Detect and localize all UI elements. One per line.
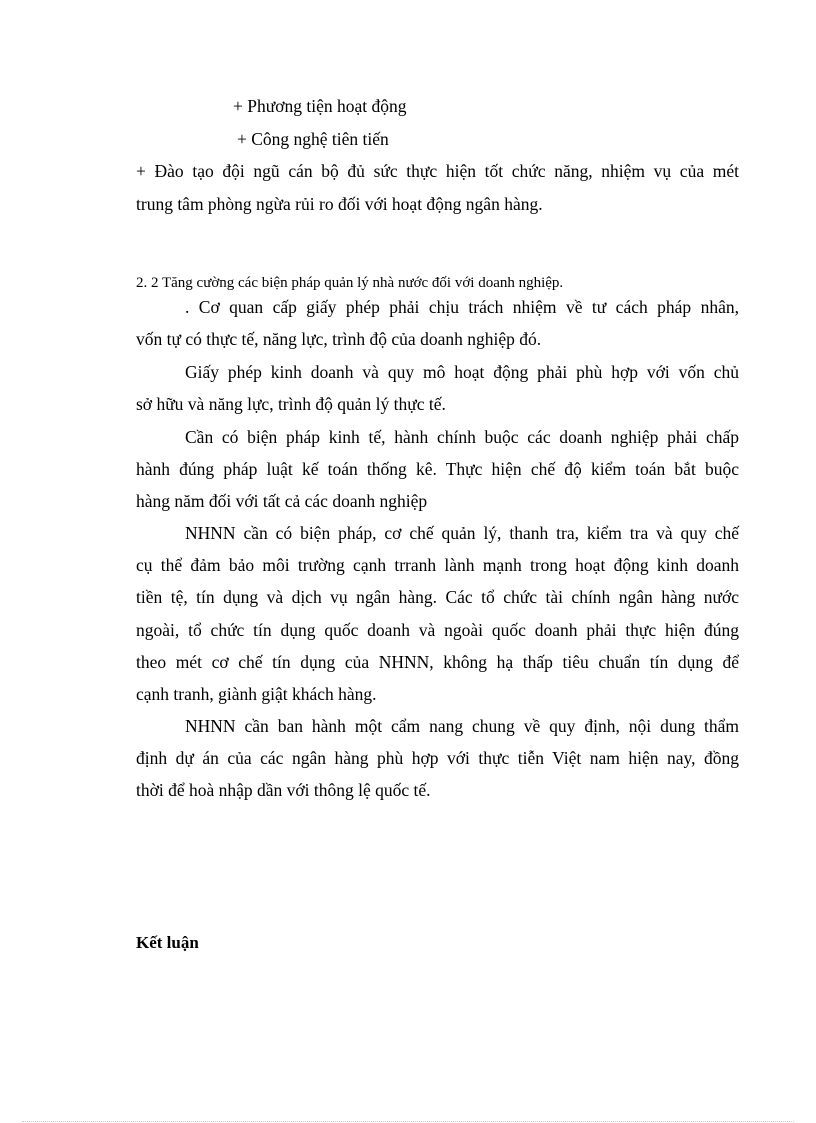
paragraph-handbook-line: định dự án của các ngân hàng phù hợp với thực tiễn Việt nam hiện nay, đồng [136,748,739,768]
paragraph-nhnn-regulation-line: theo mét cơ chế tín dụng của NHNN, không hạ thấp tiêu chuẩn tín dụng để [136,652,739,672]
paragraph-measures-line: hành đúng pháp luật kế toán thống kê. Thực hiện chế độ kiểm toán bắt buộc [136,459,739,479]
conclusion-heading: Kết luận [136,933,199,952]
paragraph-nhnn-regulation-line: NHNN cần có biện pháp, cơ chế quản lý, thanh tra, kiểm tra và quy chế [185,523,739,543]
bullet-item-training-cont: trung tâm phòng ngừa rủi ro đối với hoạt động ngân hàng. [136,194,543,214]
paragraph-nhnn-regulation-line: cụ thể đảm bảo môi trường cạnh trranh lành mạnh trong hoạt động kinh doanh [136,555,739,575]
paragraph-nhnn-regulation-line: tiền tệ, tín dụng và dịch vụ ngân hàng. Các tổ chức tài chính ngân hàng nước [136,587,739,607]
paragraph-measures-line: hàng năm đối với tất cả các doanh nghiệp [136,491,428,511]
bullet-item-technology: + Công nghệ tiên tiến [237,129,389,149]
paragraph-license-line: vốn tự có thực tế, năng lực, trình độ của doanh nghiệp đó. [136,329,542,349]
paragraph-handbook-line: thời để hoà nhập dần với thông lệ quốc tế. [136,780,431,800]
paragraph-business-license-line: Giấy phép kinh doanh và quy mô hoạt động phải phù hợp với vốn chủ [185,362,739,382]
paragraph-measures-line: Cần có biện pháp kinh tế, hành chính buộc các doanh nghiệp phải chấp [185,427,739,447]
page-bottom-border [22,1121,794,1122]
section-heading: 2. 2 Tăng cường các biện pháp quản lý nhà nước đối với doanh nghiệp. [136,275,564,291]
paragraph-nhnn-regulation-line: ngoài, tổ chức tín dụng quốc doanh và ngoài quốc doanh phải thực hiện đúng [136,620,739,640]
paragraph-handbook-line: NHNN cần ban hành một cẩm nang chung về quy định, nội dung thẩm [185,716,739,736]
paragraph-business-license-line: sở hữu và năng lực, trình độ quản lý thực tế. [136,394,446,414]
paragraph-license-line: . Cơ quan cấp giấy phép phải chịu trách nhiệm về tư cách pháp nhân, [185,297,739,317]
paragraph-nhnn-regulation-line: cạnh tranh, giành giật khách hàng. [136,684,377,704]
bullet-item-training: + Đào tạo đội ngũ cán bộ đủ sức thực hiện tốt chức năng, nhiệm vụ của mét [136,161,739,181]
bullet-item-equipment: + Phương tiện hoạt động [233,96,407,116]
